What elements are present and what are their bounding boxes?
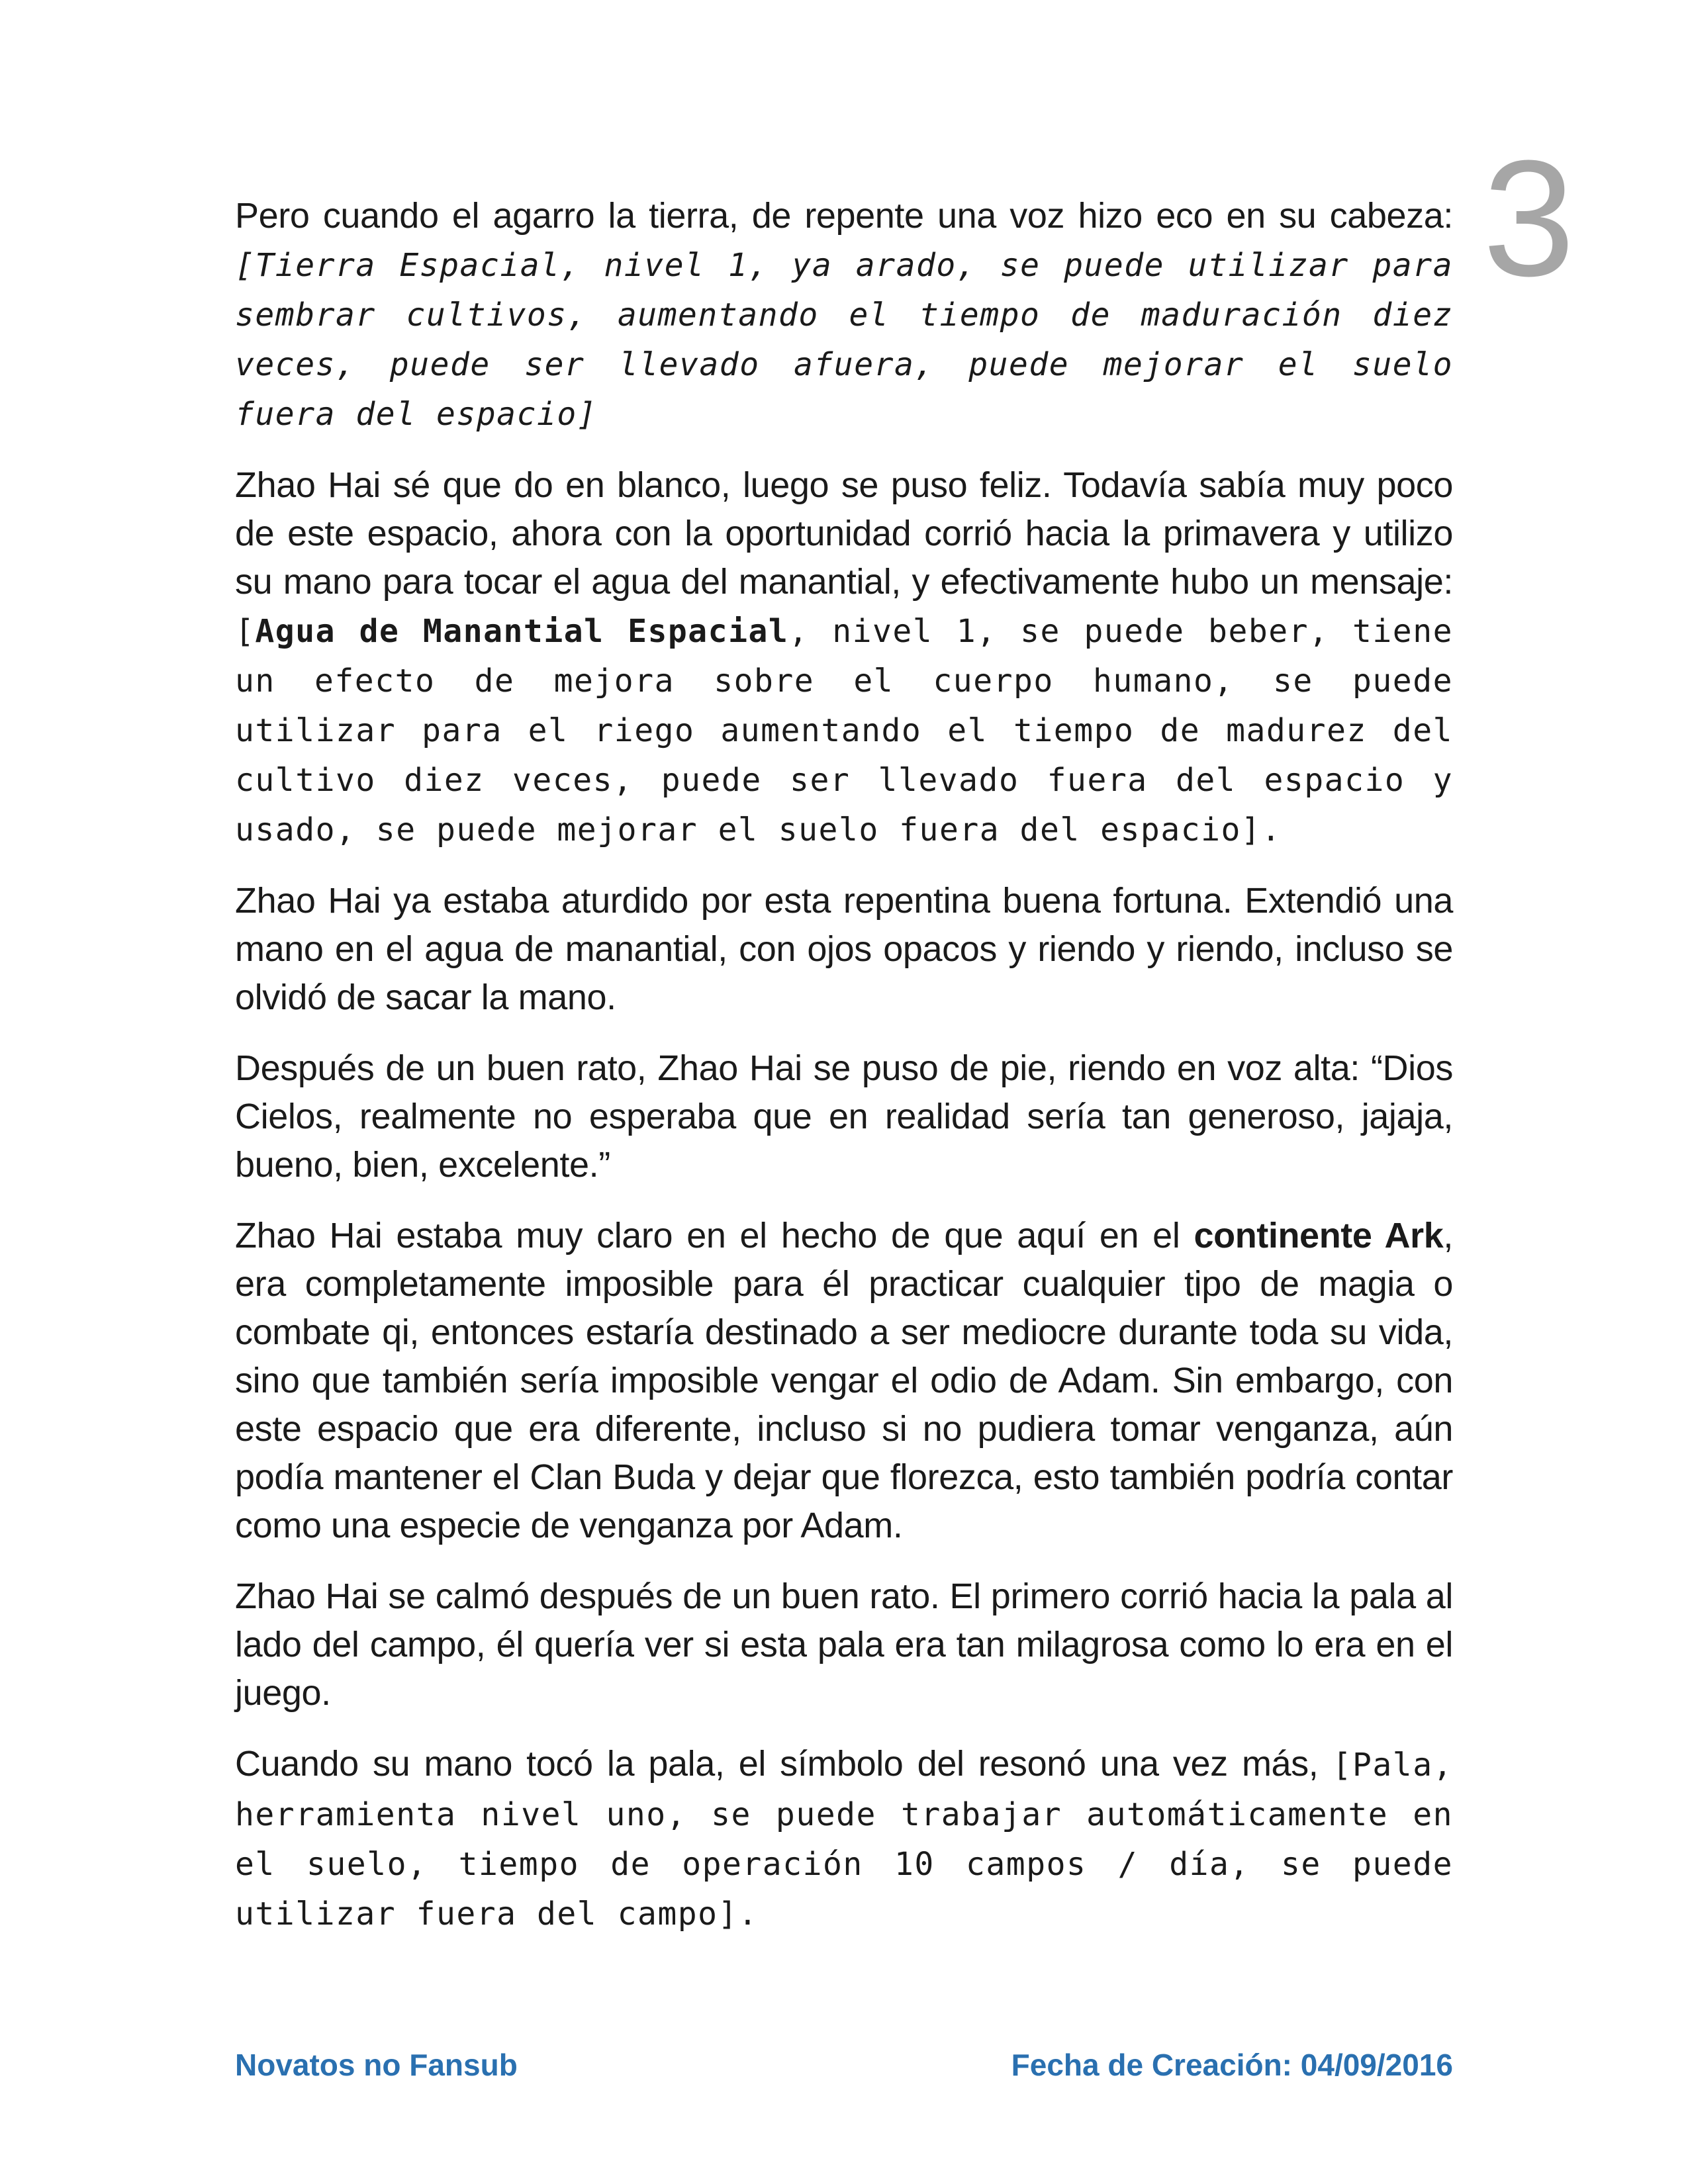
- paragraph: [235, 1044, 1453, 1189]
- paragraph: [235, 1572, 1453, 1717]
- paragraph: [235, 1740, 1453, 1938]
- system-message: [Pala, herramienta nivel uno, se puede trabajar automáticamente en el suelo, tiempo de operación 10 campos / día, se puede utilizar fuera del campo].: [235, 1747, 1453, 1933]
- paragraph: [235, 1212, 1453, 1550]
- page-number: 3: [1483, 126, 1575, 310]
- footer-group-name: Novatos no Fansub: [235, 2048, 518, 2082]
- item-name: Agua de Manantial Espacial: [255, 613, 789, 650]
- paragraph-text: Zhao Hai sé que do en blanco, luego se puso feliz. Todavía sabía muy poco de este espacio, ahora con la oportunidad corrió hacia la primavera y utilizo su mano para tocar el agua del manantial, y efectivamente hubo un mensaje:: [235, 465, 1453, 602]
- paragraph-text: Pero cuando el agarro la tierra, de repente una voz hizo eco en su cabeza:: [235, 196, 1453, 236]
- body-text: [235, 192, 1453, 1961]
- paragraph-text: Cuando su mano tocó la pala, el símbolo del resonó una vez más,: [235, 1744, 1333, 1784]
- paragraph-text: Zhao Hai ya estaba aturdido por esta repentina buena fortuna. Extendió una mano en el agua de manantial, con ojos opacos y riendo y riendo, incluso se olvidó de sacar la mano.: [235, 881, 1453, 1017]
- paragraph: [235, 461, 1453, 854]
- paragraph: [235, 192, 1453, 439]
- paragraph-text: Zhao Hai se calmó después de un buen rato. El primero corrió hacia la pala al lado del campo, él quería ver si esta pala era tan milagrosa como lo era en el juego.: [235, 1576, 1453, 1713]
- system-message: [Tierra Espacial, nivel 1, ya arado, se puede utilizar para sembrar cultivos, aumentando el tiempo de maduración diez veces, puede ser llevado afuera, puede mejorar el suelo fuera del espacio]: [235, 247, 1453, 433]
- system-message-open-bracket: [: [235, 613, 256, 650]
- paragraph: [235, 877, 1453, 1022]
- paragraph-text: Después de un buen rato, Zhao Hai se puso de pie, riendo en voz alta: “Dios Cielos, realmente no esperaba que en realidad sería tan generoso, jajaja, bueno, bien, excelente.”: [235, 1048, 1453, 1185]
- paragraph-text: Zhao Hai estaba muy claro en el hecho de que aquí en el: [235, 1216, 1194, 1255]
- paragraph-text: , era completamente imposible para él practicar cualquier tipo de magia o combate qi, entonces estaría destinado a ser mediocre durante toda su vida, sino que también sería imposible vengar el odio de Adam. Sin embargo, con este espacio que era diferente, incluso si no pudiera tomar venganza, aún podía mantener el Clan Buda y dejar que florezca, esto también podría contar como una especie de venganza por Adam.: [235, 1216, 1454, 1545]
- footer-creation-date: Fecha de Creación: 04/09/2016: [1011, 2048, 1453, 2082]
- system-message: , nivel 1, se puede beber, tiene un efecto de mejora sobre el cuerpo humano, se puede utilizar para el riego aumentando el tiempo de madurez del cultivo diez veces, puede ser llevado fuera del espacio y usado, se puede mejorar el suelo fuera del espacio].: [235, 613, 1454, 848]
- emphasized-term: continente Ark: [1194, 1216, 1444, 1255]
